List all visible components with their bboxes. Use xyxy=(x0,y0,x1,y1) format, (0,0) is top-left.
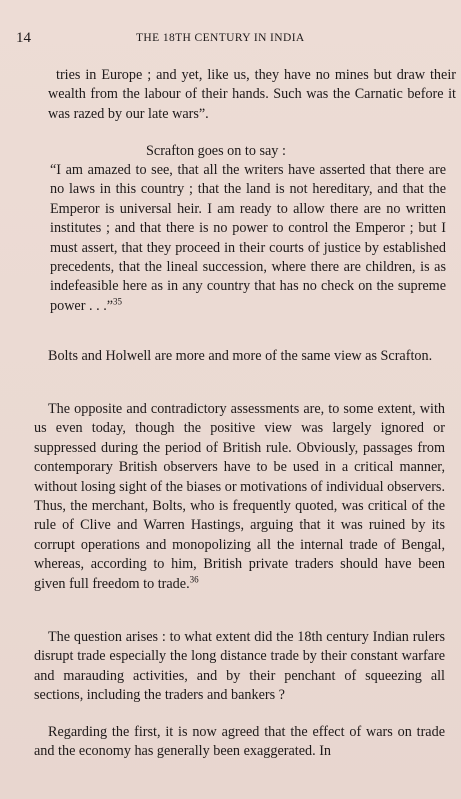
paragraph-regarding: Regarding the first, it is now agreed that the effect of wars on trade and the economy has generally been exaggerated. In xyxy=(34,724,445,760)
paragraph-assessments-text: The opposite and contradictory assessments are, to some extent, with us even today, though the positive view was largely ignored or suppressed during the period of British rule. Obviously, passages from contemporary British observers have to be used in a critical manner, without losing sight of the biases or motivations of individual observers. Thus, the merchant, Bolts, who is frequently quoted, was critical of the rule of Clive and Warren Hastings, arguing that it was ruined by its corrupt operations and monopolizing all the internal trade of Bengal, whereas, according to him, British private traders should have been given full freedom to trade. xyxy=(34,401,446,592)
paragraph-scrafton-intro: Scrafton goes on to say : xyxy=(146,143,286,159)
running-head: THE 18TH CENTURY IN INDIA xyxy=(136,32,305,44)
page-number: 14 xyxy=(16,30,31,46)
paragraph-question: The question arises : to what extent did the 18th century Indian rulers disrupt trade especially the long distance trade by their constant warfare and marauding activities, and by their penchant of squeezing all sections, including the traders and bankers ? xyxy=(34,629,445,704)
paragraph-bolts-holwell: Bolts and Holwell are more and more of the same view as Scrafton. xyxy=(48,348,433,364)
block-quote-text: “I am amazed to see, that all the writers have asserted that there are no laws in this country ; that the land is not hereditary, and that the Emperor is universal heir. I am ready to allow there are no written institutes ; and that there is no power to control the Emperor ; but I must assert, that they proceed in their courts of justice by established precedents, that the lineal succession, where there are children, is as indefeasible here as in any country that has no check on the supreme power . . .” xyxy=(50,162,446,314)
footnote-ref-35: 35 xyxy=(113,296,123,307)
footnote-ref-36: 36 xyxy=(189,573,199,584)
page-header xyxy=(16,30,441,50)
block-quote xyxy=(50,161,446,316)
paragraph-assessments xyxy=(34,400,445,594)
paragraph-continuation: tries in Europe ; and yet, like us, they have no mines but draw their wealth from the labour of their hands. Such was the Carnatic before it was razed by our late wars”. xyxy=(48,67,456,122)
